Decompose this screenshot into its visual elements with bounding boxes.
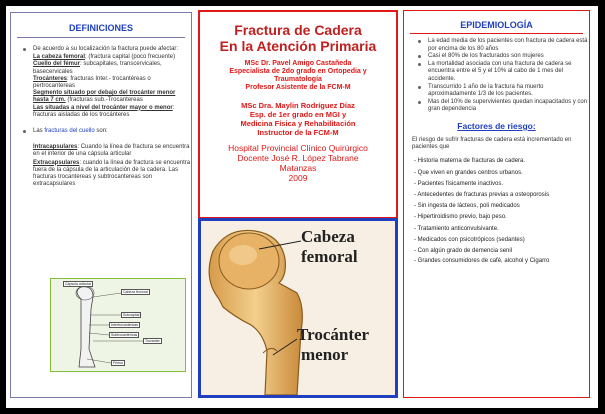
label-intertrochanteric: Intertrocantéricas [111,323,139,327]
label-subcapital: Subcapital [123,313,140,317]
epi-item: Mas del 10% de supervivientes quedan incapacitados y con gran dependencia [428,98,588,113]
risk-factor-item: - Medicados con psicotrópicos (sedantes) [414,236,525,243]
label-trochanter: Trocánter [145,339,160,343]
neck-type-item: Intracapsulares: Cuando la línea de fractura se encuentra en el interior de una cápsula articular [33,144,190,158]
epidemiology-list [404,38,589,114]
intro-text: De acuerdo a su localización la fractura puede afectar: [33,46,179,52]
definitions-heading: DEFINICIONES [68,23,133,33]
definitions-intro [33,46,191,53]
institution: Hospital Provincial Clínico Quirúrgico Docente José R. López Tabrane Matanzas 2009 [228,143,368,183]
label-capsule: Cápsula articular [65,282,92,286]
definition-item: Trocánteres: fracturas Inter.- trocantéreas o pertrocantereas [33,75,151,90]
risk-factor-item: - Que viven en grandes centros urbanos. [414,169,523,176]
label-head: Cabeza femoral [123,290,148,294]
risk-factor-item: - Grandes consumidores de café, alcohol y Cigarro [414,258,550,265]
definitions-list [11,46,191,188]
risk-factor-item: - Con algún grado de demencia senil [414,247,513,254]
epidemiology-panel [403,10,590,398]
definition-item: Las situadas a nivel del trocánter mayor o menor: fracturas aisladas de los trocánteres [33,104,175,118]
definition-item: La cabeza femoral; (fractura capital (poco frecuente) [33,54,176,61]
heading-divider [410,33,583,34]
risk-factor-item: - Antecedentes de fracturas previas a osteoporosis [414,191,550,198]
title-panel [198,10,398,219]
risk-factor-item: - Hipertiroidismo previo, bajo peso. [414,214,507,221]
risk-factor-item: - Tratamiento anticonvulsivante. [414,225,499,232]
risk-factor-item: - Historia materna de fracturas de cadera. [414,158,526,165]
trochanter-label: Trocánter menor [297,325,370,364]
definition-item: Cuello del fémur: subcapitales, transcervicales, basecervicales [33,61,162,75]
author-1: MSc Dr. Pavel Amigo Castañeda Especialista de 2do grado en Ortopedia y Traumatología Profesor Asistente de la FCM-M [229,60,367,91]
neck-type-item: Extracapsulares: cuando la línea de fractura se encuentra fuera de la cápsula de la articulación de la cadera. Las fracturas trocantereas y subtrocantereas son extracapsulares [33,159,191,188]
label-subtrochanteric: Subtrocantéricas [111,333,138,337]
epi-item: La mortalidad asociada con una fractura de cadera se encuentra entre el 5 y el 10% al cabo de 1 mes del accidente. [428,61,589,84]
epi-item: La edad media de los pacientes con fractura de cadera está por encima de los 80 años [428,38,588,52]
head-label: Cabeza femoral [301,227,358,266]
neck-intro: Las fracturas del cuello son: [33,128,191,135]
risk-factors-heading: Factores de riesgo: [457,120,536,131]
poster-title: Fractura de Cadera En la Atención Primaria [219,22,377,54]
risk-factors-list [404,156,589,265]
femur-bone-drawing [201,221,395,395]
epi-item: Transcurrido 1 año de la fractura ha muerto aproximadamente 1/3 de los pacientes. [428,84,589,99]
epi-item: Casi el 80% de los fracturados son mujeres [428,53,589,61]
risk-factor-item: - Sin ingesta de lácteos, poli medicados [414,203,520,210]
poster [6,6,598,408]
risk-factors-intro: El riesgo de sufrir fracturas de cadera está incrementado en pacientes que [412,136,572,151]
neck-fractures-link: fracturas del cuello [44,128,95,135]
author-2: MSc Dra. Maylin Rodríguez Díaz Esp. de 1er grado en MGI y Medicina Física y Rehabilitación Instructor de la FCM-M [240,101,356,137]
hip-diagram [50,278,186,372]
epidemiology-heading: EPIDEMIOLOGÍA [460,20,533,30]
risk-factor-item: - Pacientes físicamente inactivos. [414,180,504,187]
definition-item: Segmento situado por debajo del trocánter menor hasta 7 cm. (fracturas sub.-Trocantereas [33,90,176,104]
heading-divider [17,37,185,38]
femur-illustration [198,218,398,398]
label-femur: Fémur [113,361,124,365]
